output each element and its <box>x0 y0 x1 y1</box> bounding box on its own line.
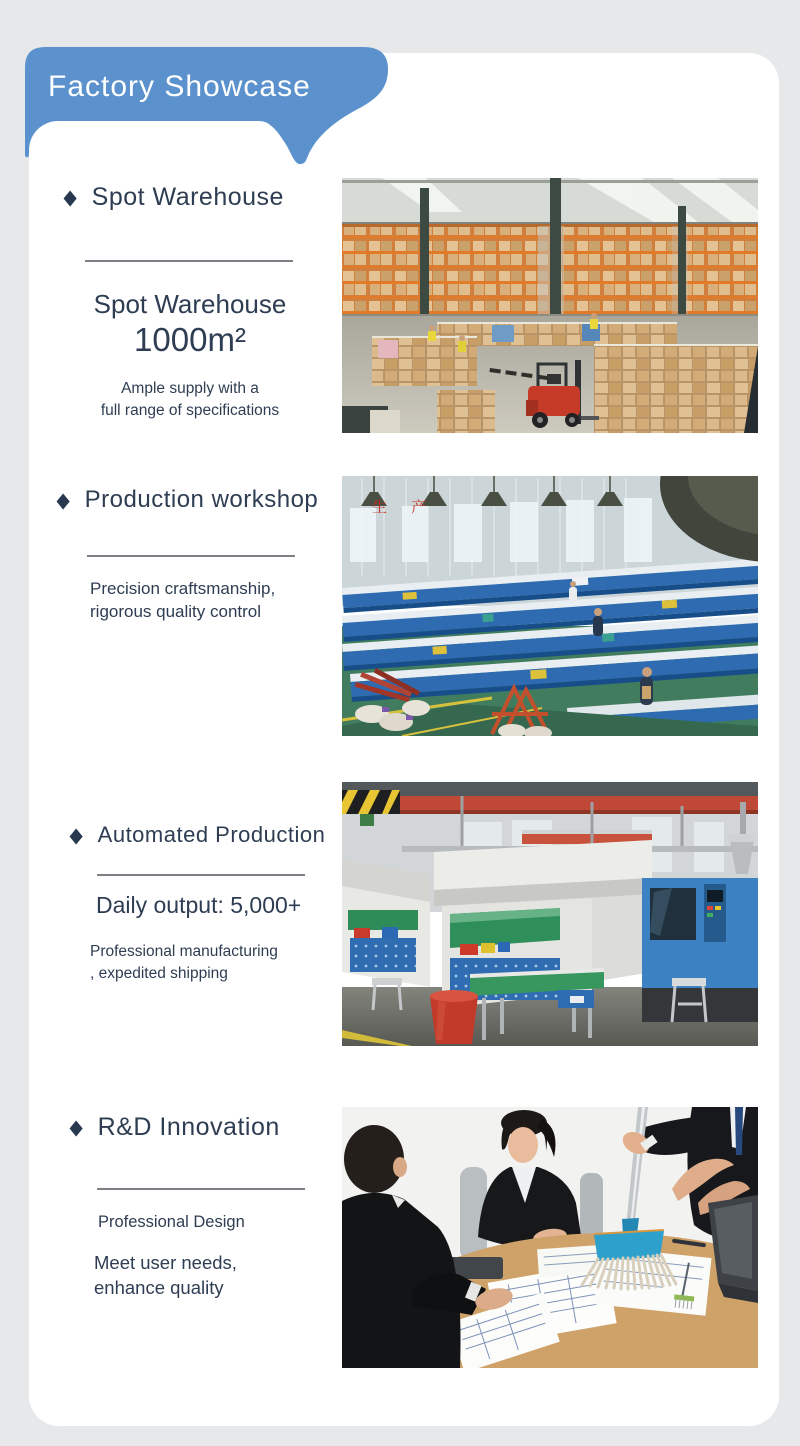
spot-warehouse-photo <box>342 178 758 433</box>
description-line: Precision craftsmanship, <box>90 579 276 598</box>
rd-innovation-photo <box>342 1107 758 1368</box>
divider <box>97 1188 305 1190</box>
section-heading-production-workshop <box>55 486 318 514</box>
description-line: Ample supply with a <box>121 380 259 397</box>
diamond-bullet-icon: ◆ <box>69 823 84 847</box>
diamond-bullet-icon: ◆ <box>56 488 71 512</box>
production-workshop-photo <box>342 476 758 736</box>
design-description: Professional Design <box>98 1213 245 1231</box>
divider <box>87 555 295 557</box>
description-line: Meet user needs, <box>94 1252 237 1273</box>
description-line: full range of specifications <box>100 402 280 419</box>
production-description <box>90 941 278 984</box>
automated-production-photo <box>342 782 758 1046</box>
description-line: , expedited shipping <box>90 964 228 982</box>
left-machine <box>342 860 430 987</box>
heading-label: Spot Warehouse <box>91 183 284 211</box>
warehouse-stat: 1000m² <box>134 321 246 358</box>
description-line: Professional manufacturing <box>90 943 278 960</box>
innovation-description <box>94 1250 237 1300</box>
description-line: rigorous quality control <box>90 601 262 621</box>
heading-label: R&D Innovation <box>97 1113 280 1141</box>
divider <box>85 260 293 262</box>
section-heading-automated-production <box>68 822 325 848</box>
description-line: enhance quality <box>94 1277 224 1298</box>
warehouse-description <box>56 378 324 422</box>
warehouse-subtitle: Spot Warehouse <box>93 289 287 319</box>
section-banner <box>25 47 400 169</box>
page-title: Factory Showcase <box>48 70 311 103</box>
diamond-bullet-icon: ◆ <box>69 1116 84 1139</box>
divider <box>97 874 305 876</box>
output-stat: Daily output: 5,000+ <box>96 892 302 918</box>
heading-label: Automated Production <box>97 822 326 847</box>
section-heading-spot-warehouse <box>62 183 284 212</box>
photo-overlay-text: 生 产 <box>372 499 437 516</box>
red-bucket <box>430 990 478 1044</box>
workshop-description <box>90 578 275 623</box>
section-heading-rd-innovation <box>68 1113 280 1142</box>
heading-label: Production workshop <box>84 486 319 513</box>
diamond-bullet-icon: ◆ <box>63 186 78 209</box>
